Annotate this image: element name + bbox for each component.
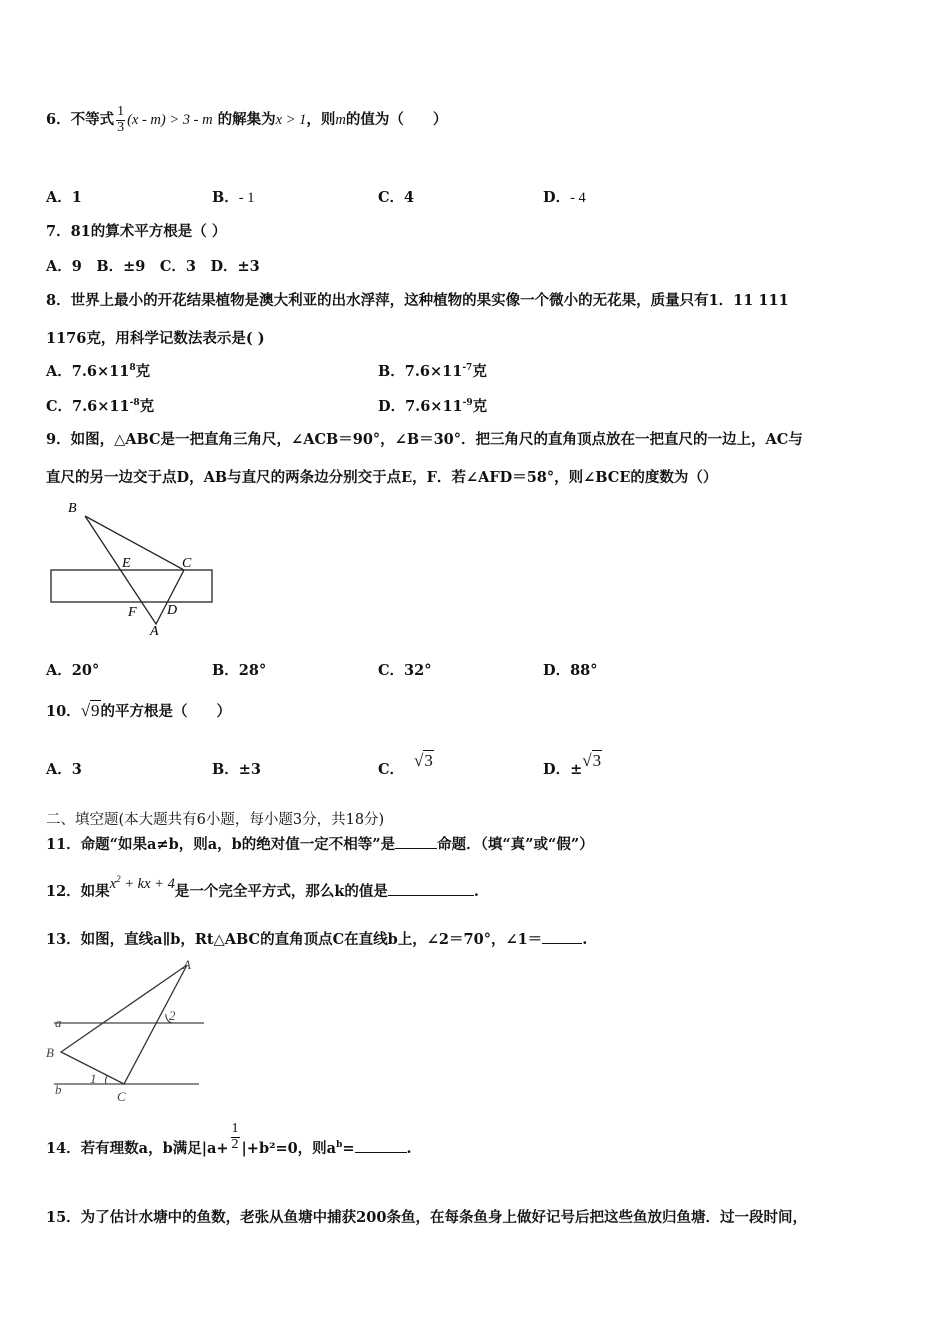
q7-options: A．9 B．±9 C．3 D．±3 (46, 258, 260, 275)
label-a: A (150, 624, 159, 638)
question-8-line1: 8．世界上最小的开花结果植物是澳大利亚的出水浮萍，这种植物的果实像一个微小的无花果，质量只有1．11 111 (46, 292, 789, 309)
question-14: 14．若有理数a，b满足|a+ $\frac{1}{2}$ |+b²=0，则ab= . (46, 1121, 412, 1158)
q10-option-b: B．±3 (212, 761, 262, 778)
q9-option-b: B．28° (212, 662, 267, 679)
q13-figure (44, 956, 208, 1106)
label-d: D (167, 603, 178, 618)
q6-mid: 的解集为 (217, 111, 276, 129)
q10-option-a: A．3 (46, 761, 82, 778)
label-line-a: a (55, 1015, 62, 1030)
q6-fraction: $\frac{1}{3}$ (117, 104, 125, 135)
question-7: 7．81的算术平方根是（ ） (46, 223, 227, 240)
q14-fraction: $\frac{1}{2}$ (231, 1121, 239, 1152)
q10-option-d: D．±√3 (543, 751, 602, 778)
question-15: 15．为了估计水塘中的鱼数，老张从鱼塘中捕获200条鱼，在每条鱼身上做好记号后把这些鱼放归鱼塘．过一段时间， (46, 1209, 807, 1226)
q12-blank[interactable] (388, 895, 474, 896)
label-angle-1: 1 (90, 1071, 97, 1086)
q9-option-a: A．20° (46, 662, 100, 679)
q13-blank[interactable] (542, 943, 582, 944)
q6-option-b: B．- 1 (212, 189, 255, 206)
q6-var: m (335, 112, 346, 129)
q8-option-d: D．$7.6\times 11^{-9}$克 (378, 398, 488, 415)
label-c: C (182, 556, 192, 571)
label-a-vertex: A (183, 957, 191, 972)
q6-option-a: A．1 (46, 189, 82, 206)
question-9-line2: 直尺的另一边交于点D，AB与直尺的两条边分别交于点E，F．若∠AFD＝58°，则∠BCE的度数为（） (46, 469, 718, 486)
label-b-vertex: B (46, 1045, 54, 1060)
triangle-abc (61, 965, 187, 1084)
q9-figure (44, 496, 224, 638)
q10-sqrt: √9 (80, 701, 100, 720)
label-f: F (128, 605, 137, 620)
q8-option-b: B．$7.6\times 11^{-7}$克 (378, 363, 487, 380)
question-10: 10．√9的平方根是（ ） (46, 701, 232, 720)
section-2-heading: 二、填空题(本大题共有6小题，每小题3分，共18分) (46, 812, 385, 828)
question-11: 11．命题“如果a≠b，则a，b的绝对值一定不相等”是 命题．（填“真”或“假”） (46, 836, 594, 853)
q6-option-c: C．4 (378, 189, 415, 206)
q14-blank[interactable] (355, 1152, 407, 1153)
q6-prefix: 不等式 (70, 111, 115, 129)
q8-option-c: C．$7.6\times 11^{-8}$克 (46, 398, 155, 415)
q11-blank[interactable] (395, 848, 437, 849)
label-c-vertex: C (117, 1089, 126, 1104)
q6-condition: x > 1 (275, 112, 307, 129)
q6-number: 6． (46, 111, 71, 129)
label-line-b: b (55, 1082, 62, 1097)
q6-suffix: 的值为（ ） (345, 111, 448, 129)
question-6: 6．不等式 $\frac{1}{3}$ (x - m) > 3 - m 的解集为x > 1，则m的值为（ ） (46, 104, 448, 135)
q9-option-d: D．88° (543, 662, 598, 679)
question-12: 12．如果$x^2$ + kx + 4是一个完全平方式，那么k的值是 . (46, 874, 479, 900)
q9-option-c: C．32° (378, 662, 432, 679)
q6-inequality: (x - m) > 3 - m (127, 112, 213, 129)
q8-option-a: A．$7.6\times 11^8$克 (46, 363, 151, 380)
question-8-line2: 1176克，用科学记数法表示是( ) (46, 330, 265, 347)
label-b: B (68, 501, 77, 516)
angle-1-arc (106, 1076, 107, 1084)
q6-option-d: D．- 4 (543, 189, 586, 206)
question-9-line1: 9．如图，△ABC是一把直角三角尺，∠ACB＝90°，∠B＝30°．把三角尺的直角顶点放在一把直尺的一边上，AC与 (46, 431, 803, 448)
q10-option-c: C． √3 (378, 751, 433, 778)
question-13: 13．如图，直线a∥b，Rt△ABC的直角顶点C在直线b上，∠2＝70°，∠1＝ . (46, 931, 588, 948)
label-angle-2: 2 (169, 1008, 176, 1023)
q12-expression: $x^2$ + kx + 4 (109, 874, 175, 892)
label-e: E (122, 556, 131, 571)
